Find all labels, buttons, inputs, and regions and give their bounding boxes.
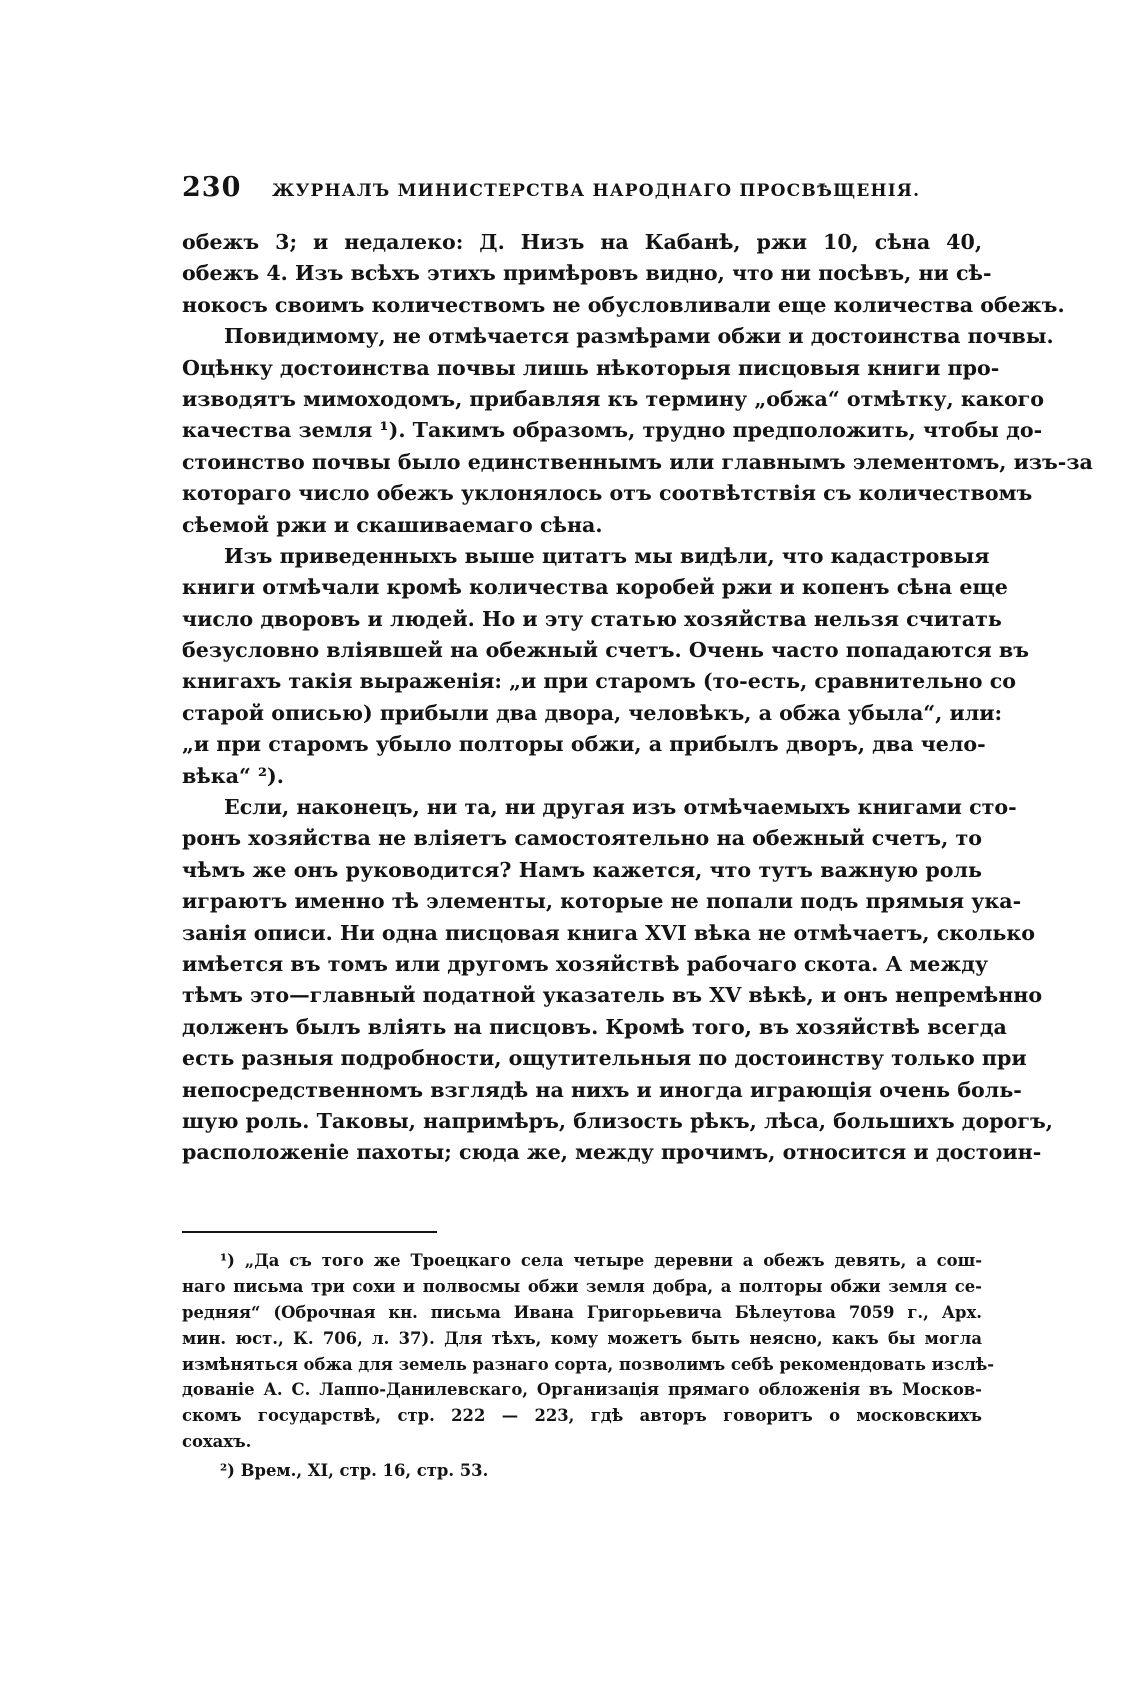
footnote-2 (182, 1458, 982, 1484)
text-line: Оцѣнку достоинства почвы лишь нѣкоторыя писцовыя книги про- (182, 355, 1000, 380)
text-line: книгахъ такія выраженія: „и при старомъ (то-есть, сравнительно со (182, 669, 1016, 694)
text-line: есть разныя подробности, ощутительныя по достоинству только при (182, 1046, 1027, 1071)
text-line: безусловно вліявшей на обежный счетъ. Очень часто попадаются въ (182, 638, 1029, 663)
footnote-line: ²) Врем., XI, стр. 16, стр. 53. (220, 1461, 489, 1481)
footnote-line: сохахъ. (182, 1432, 252, 1452)
text-line: шую роль. Таковы, напримѣръ, близость рѣкъ, лѣса, большихъ дорогъ, (182, 1108, 1053, 1133)
text-line: непосредственномъ взглядѣ на нихъ и иногда играющія очень боль- (182, 1077, 1022, 1102)
text-line: сѣемой ржи и скашиваемаго сѣна. (182, 512, 603, 537)
text-line: расположеніе пахоты; сюда же, между прочимъ, относится и достоин- (182, 1140, 1042, 1165)
body-text (182, 227, 1093, 1169)
footnote-line: наго письма три сохи и полвосмы обжи земля добра, а полторы обжи земля се- (182, 1276, 982, 1296)
text-line: обежъ 3; и недалеко: Д. Низъ на Кабанѣ, ржи 10, сѣна 40, (182, 230, 982, 254)
text-line: котораго число обежъ уклонялось отъ соотвѣтствія съ количествомъ (182, 481, 1033, 506)
footnote-line: редняя“ (Оброчная кн. письма Ивана Григорьевича Бѣлеутова 7059 г., Арх. (182, 1302, 982, 1322)
text-line: Изъ приведенныхъ выше цитатъ мы видѣли, что кадастровыя (224, 543, 990, 568)
text-line: тѣмъ это—главный податной указатель въ XV вѣкѣ, и онъ непремѣнно (182, 983, 1043, 1008)
footnote-1 (182, 1248, 995, 1455)
footnote-line: измѣняться обжа для земель разнаго сорта, позволимъ себѣ рекомендовать изслѣ- (182, 1354, 995, 1374)
text-line: обежъ 4. Изъ всѣхъ этихъ примѣровъ видно, что ни посѣвъ, ни сѣ- (182, 261, 992, 286)
text-line: „и при старомъ убыло полторы обжи, а прибылъ дворъ, два чело- (182, 732, 986, 757)
page-header (182, 172, 982, 203)
footnote-line: скомъ государствѣ, стр. 222 — 223, гдѣ авторъ говоритъ о московскихъ (182, 1406, 982, 1426)
text-line: книги отмѣчали кромѣ количества коробей ржи и копенъ сѣна еще (182, 575, 1008, 600)
text-line: Повидимому, не отмѣчается размѣрами обжи и достоинства почвы. (224, 324, 1054, 349)
text-line: стоинство почвы было единственнымъ или главнымъ элементомъ, изъ-за (182, 449, 1093, 474)
text-line: качества земля ¹). Такимъ образомъ, трудно предположить, чтобы до- (182, 418, 1043, 443)
text-line: нокосъ своимъ количествомъ не обусловливали еще количества обежъ. (182, 292, 1065, 317)
footnote-line: ¹) „Да съ того же Троецкаго села четыре деревни а обежъ девять, а сош- (220, 1251, 982, 1270)
text-line: играютъ именно тѣ элементы, которые не попали подъ прямыя ука- (182, 889, 1022, 914)
text-line: ронъ хозяйства не вліяетъ самостоятельно на обежный счетъ, то (182, 826, 982, 851)
text-line: имѣется въ томъ или другомъ хозяйствѣ рабочаго скота. А между (182, 951, 989, 976)
text-line: чѣмъ же онъ руководится? Намъ кажется, что тутъ важную роль (182, 857, 982, 882)
text-line: долженъ былъ вліять на писцовъ. Кромѣ того, въ хозяйствѣ всегда (182, 1014, 1007, 1039)
footnotes (182, 1248, 995, 1484)
footnote-divider (182, 1231, 437, 1233)
text-line: Если, наконецъ, ни та, ни другая изъ отмѣчаемыхъ книгами сто- (224, 795, 1017, 820)
footnote-line: мин. юст., К. 706, л. 37). Для тѣхъ, кому можетъ быть неясно, какъ бы могла (182, 1328, 982, 1348)
text-line: изводятъ мимоходомъ, прибавляя къ термину „обжа“ отмѣтку, какого (182, 386, 1045, 411)
page-number: 230 (182, 172, 242, 203)
text-line: занія описи. Ни одна писцовая книга XVI вѣка не отмѣчаетъ, сколько (182, 920, 1035, 945)
running-head: ЖУРНАЛЪ МИНИСТЕРСТВА НАРОДНАГО ПРОСВѢЩЕНІЯ. (272, 181, 921, 201)
text-line: число дворовъ и людей. Но и эту статью хозяйства нельзя считать (182, 606, 1002, 631)
footnote-line: дованіе А. С. Лаппо-Данилевскаго, Организація прямаго обложенія въ Москов- (182, 1380, 982, 1400)
text-line: старой описью) прибыли два двора, человѣкъ, а обжа убыла“, или: (182, 700, 1003, 725)
text-line: вѣка“ ²). (182, 763, 284, 788)
